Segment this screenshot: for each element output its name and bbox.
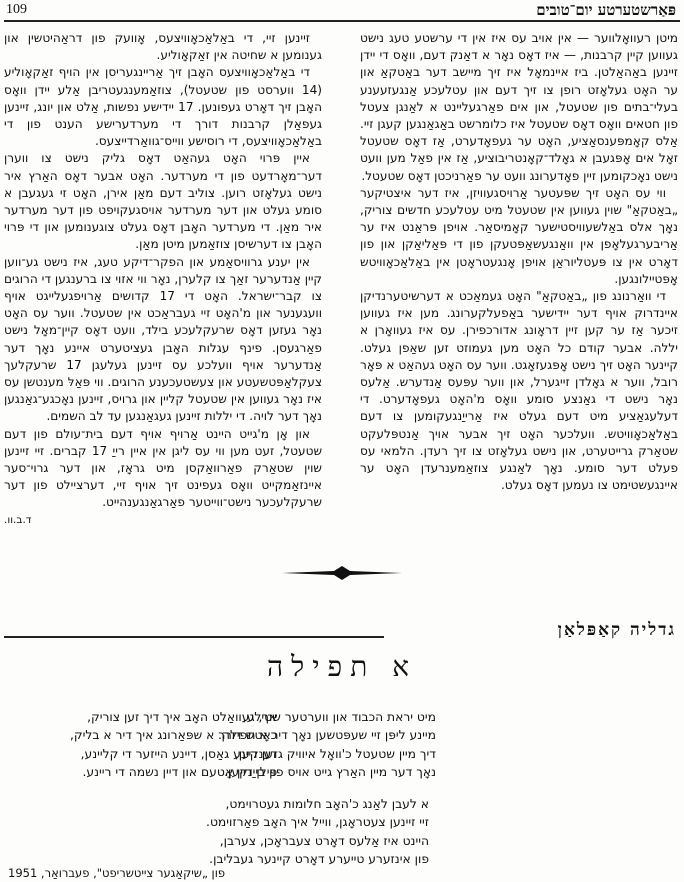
paragraph: זיינען זיי, די באַלאַכאָוויצעס, אָוועק פון דראַהיטשין און גענומען א שחיטה אין זאַקאָוליע. <box>4 31 322 63</box>
poem-line: פון אינזערע טייערע דאָרט קיינער געבליבן. <box>209 852 429 867</box>
paragraph: איין פּרוי האָט געהאַט דאָס גליק נישט צו ווערן דער־מאָרדעט פון די מערדער. האָט אבער דאָס האַרץ איר נישט געלאָזט רוען. צוליב דעם מאַן אירן, האָט זי געגעבן א סומע געלט און דער מערדער אויסגעקויפט פון דער מערדער איר מאַן. די מערדער האָבן דאָס געלט צוגענומען און די פּרוי האָבן צו דערשיסן צוזאַמען מיטן מאַן. <box>4 151 322 252</box>
article-column-left <box>4 30 322 530</box>
poem-line: דיך מיין שטעטל כ'וואָל איוויק גדענקען, <box>234 746 436 761</box>
poem-line: מיינע ליפּן זיי שעפּטשען נאָך דיר א תפילה. <box>218 728 436 743</box>
author-rule <box>4 636 384 638</box>
poem-stanza-left <box>70 708 277 782</box>
poem-line: זען דיינע גאַסן, דיינע הייזער די קליינע, <box>80 746 278 761</box>
poem-line: היינט איז אַלעס דאָרט צעבראָכן, צערבן, <box>219 833 429 848</box>
paragraph: ווי עס האָט זיך שפּעטער אַרויסגעוויזן, איז דער איצטיקער „באַטקאַ" שוין געווען אין שטעטל מיט עטלעכע חדשים צוריק, נאָך אלס באַלשעוויסטישער קאָמיסאַר. אויפן פּראַנט איז ער אַריבערגעלאָפן אין וואַנגעשאַפּטעקן פון די פּאַליאַקן און פון דאָרט אין צו פּעטליוראַן אויפן אָנגעטראָטן אין באַלאַכאָוויטש אָפּטיילונגען. <box>360 185 678 286</box>
paragraph: און אָן מ'גייט היינט אַרויף אויף דעם בית־עולם פון דעם שטעטל, זעט מען ווי עס ליגן אין איין רייַ 17 קברים. זיי זיינען שוין שטאַרק פאַרוואַקסן מיט גראָז, און דער גרוי־סער איינזאַמקייט וואָס געפינט זיך אויף זיי, דערציילט פון דער שרעקלעכער נישט־ווייטער פאַרגאַנגענהייט. <box>4 426 322 510</box>
poem-line: אך, געוואַלט האָב איך דיך זען צוריק, <box>87 710 278 724</box>
poem-line: פילן דיין אָטעם און דיין נשמה די ריינע. <box>82 765 278 780</box>
poem-line: נאָך דער מיין האַרץ גייט אויס פון בייַנקען. <box>224 765 436 780</box>
source-citation: פון „שיקאַגער צייטשריפט", פעברואַר, 1951 <box>8 866 226 880</box>
signature: ד.ב.וו. <box>4 513 32 526</box>
poem-line: א לעבן לאַנג כ'האָב חלומות געטרוימט, <box>225 797 429 811</box>
page-number: 109 <box>6 2 27 17</box>
poem-title: א תפילה <box>267 650 417 683</box>
page-header <box>4 0 680 22</box>
header-rule <box>4 20 680 22</box>
paragraph: אין יענע גרוויסאַמע און הפקר־דיקע טעג, איז נישט גע־ווען קיין אַנדערער זאַך צו קלערן, נאָר ווי אזוי צו ברענגען די הרוגים צו קבר־ישראל. האָט די 17 קדושים אַרויפגעלייגט אויף וועגענער און מ'האָט זיי געבראַכט אין שטעטל. ווער עס האָט נאָר געזען דאָס שרעקלעכע בילד, וועט דאָס קיין־מאָל נישט פאַרגעסן. פינף עגלות האָבן געציטערט איינע נאָך דער אַנדערער אויף וועלכע עס זיינען געלעגן 17 שרעקלעך צעקלאַפּטשעטע און צעשטעכענע הרוגים. ווי פּאַלּ מענטשן עס איז נאָר געווען אין שטעטל קליין און גרויס, זיינען נאָכגע־גאַנגען נאָך דער לויה. די יללות זיינען געגאַנגען עד לב השמים. <box>4 254 322 424</box>
poem-author: גדליה קאַפּלאַן <box>557 620 676 640</box>
poem-line: מיט יראת הכבוד און ווערטער שטילע, <box>242 710 436 724</box>
article-column-right <box>360 30 678 530</box>
section-divider-ornament <box>282 566 402 580</box>
poem-line: זיי זיינען צעטראָגן, ווייל איך האָב פאַרזוימט. <box>206 815 429 830</box>
paragraph: די וואַרנונג פון „באַטקאַ" האָט געמאַכט א דערשיטערנדיקן איינדרוק אויף דער יידישער באַפעלקערונג. מען איז געווען זיכער אַז ער קען זיין דראָונג אדורכפירן. עס איז געוואָרן א יללה. אבער קודם כל האָט מען געמוזט זען שאַפן געלט. קיינער האָט זיך נישט אָפּגעזאָגט. ווער עס האָט געהאַט א פּאָר רובל, ווער א גאָלדן זייגערל, און ווער עפּעס אַנדערש. אַלעס נאָר נישט די גאַנצע סומע וואָס מ'האָט געפאָדערט. די דעלעגאַציע מיט דעם געלט איז אַרייַנגעקומען צו דעם באַלאַכאָוויטש. וועלכער האָט זיך אבער אויך אַנטפּלעקט שטאַרק גרייטערט, און נישט געלאָזט צו זיך רעדן. הלמאי עס פעלט דער סומע. נאָך לאַנגע צוזאַמענרעדן האָט ער איינגעשטימט צו נעמען דאָס געלט. <box>360 289 678 493</box>
poem-line: כאָטש דורך א שפּאַרונג איך דיר א בליק, <box>70 728 278 743</box>
paragraph: די באַלאַכאָוויצעס האָבן זיך אַריינגעריסן אין הויף זאַקאָוליע (14 ווערסט פון שטעטל), צוזאַמענגעטריבן אַלע יידן וואָס האָבן זיך דאָרט געפונען. 17 יידישע נפשות, אַלט און יונג, זיינען געפאַלן קרבנות דורך די מערדערישע הענט פון די באַלאַכאָוויצעס, די רוסישע ווייס־גוואַרדייצעס. <box>4 65 322 149</box>
paragraph: מיטן רעוואָלווער — אין אויב עס איז אין די ערשטע טעג נישט געווען קיין קרבנות, — איז דאָס נאָר א דאַנק דעם, וואָס די יידן זיינען באַהאַלטן. ביז איינמאָל איז זיך מיישב דער באַטקאַ און ער האָט געלאָזט רופן צו זיך דעם און עטלעכע אַנגעזעענע בעלי־בתים פון שטעטל, און אים פאַרגעליינט א לאַנגן צעטל פון חטאים וואָס דאָס שטעטל איז כלומרשט באַגאַנגען קעגן זיי. אַלס קאָמפּענסאַציע, האָט ער געפאָדערט, אַז דאָס שטעטל זאָל אים אָפּגעבן א גאָלד־קאָנטריבוציע, אַז אין פאַל מען וועט נישט נאָכקומען זיין פאָדערונג וועט ער פאַרניכטן דאָס שטעטל. <box>360 31 678 183</box>
poem-stanza-bottom <box>206 795 429 869</box>
running-title: פּאַרשטערטע יום־טובים <box>536 1 676 19</box>
